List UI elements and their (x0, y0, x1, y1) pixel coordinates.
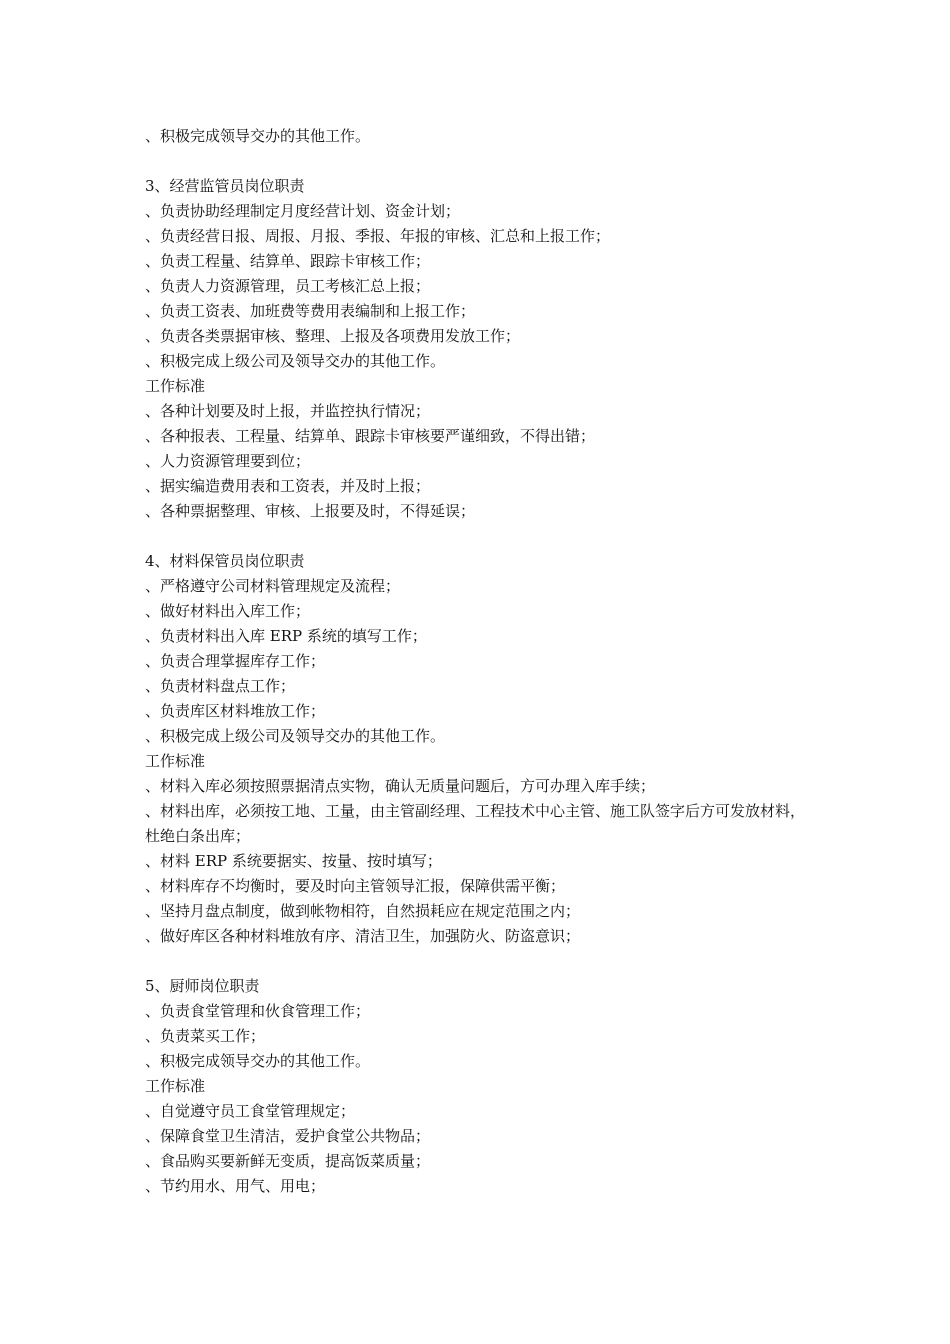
section-4-heading: 4、材料保管员岗位职责 (145, 552, 305, 570)
s5-duty: 、积极完成领导交办的其他工作。 (145, 1052, 371, 1070)
s3-standard: 、各种报表、工程量、结算单、跟踪卡审核要严谨细致，不得出错； (145, 427, 596, 445)
document-body (145, 124, 815, 1199)
s5-standard: 、食品购买要新鲜无变质，提高饭菜质量； (145, 1152, 431, 1170)
s3-duty: 、负责经营日报、周报、月报、季报、年报的审核、汇总和上报工作； (145, 227, 611, 245)
section-spacer (145, 524, 815, 549)
s3-standard-label: 工作标准 (145, 377, 206, 395)
s5-standard: 、保障食堂卫生清洁，爱护食堂公共物品； (145, 1127, 431, 1145)
s4-standard: 、材料出库，必须按工地、工量，由主管副经理、工程技术中心主管、施工队签字后方可发放材料，杜绝白条出库； (145, 802, 806, 845)
s4-duty: 、负责库区材料堆放工作； (145, 702, 326, 720)
s5-standard-label: 工作标准 (145, 1077, 206, 1095)
s4-duty: 、积极完成上级公司及领导交办的其他工作。 (145, 727, 446, 745)
s3-duty: 、负责人力资源管理，员工考核汇总上报； (145, 277, 431, 295)
s3-duty: 、积极完成上级公司及领导交办的其他工作。 (145, 352, 446, 370)
s4-duty: 、负责材料盘点工作； (145, 677, 296, 695)
section-5-heading: 5、厨师岗位职责 (145, 977, 260, 995)
s4-standard: 、材料入库必须按照票据清点实物，确认无质量问题后，方可办理入库手续； (145, 777, 656, 795)
s3-duty: 、负责工程量、结算单、跟踪卡审核工作； (145, 252, 431, 270)
s4-duty: 、严格遵守公司材料管理规定及流程； (145, 577, 401, 595)
s3-duty: 、负责各类票据审核、整理、上报及各项费用发放工作； (145, 327, 521, 345)
s3-standard: 、各种票据整理、审核、上报要及时，不得延误； (145, 502, 476, 520)
section-spacer (145, 149, 815, 174)
s5-duty: 、负责食堂管理和伙食管理工作； (145, 1002, 371, 1020)
s5-standard: 、自觉遵守员工食堂管理规定； (145, 1102, 356, 1120)
s3-duty: 、负责工资表、加班费等费用表编制和上报工作； (145, 302, 476, 320)
s5-duty: 、负责菜买工作； (145, 1027, 266, 1045)
s3-standard: 、各种计划要及时上报，并监控执行情况； (145, 402, 431, 420)
s4-standard-label: 工作标准 (145, 752, 206, 770)
s5-standard: 、节约用水、用气、用电； (145, 1177, 326, 1195)
s3-duty: 、负责协助经理制定月度经营计划、资金计划； (145, 202, 461, 220)
section-spacer (145, 949, 815, 974)
s4-duty: 、负责合理掌握库存工作； (145, 652, 326, 670)
s3-standard: 、人力资源管理要到位； (145, 452, 311, 470)
s4-duty: 、负责材料出入库 ERP 系统的填写工作； (145, 627, 427, 645)
s4-standard: 、材料 ERP 系统要据实、按量、按时填写； (145, 852, 442, 870)
s4-standard: 、做好库区各种材料堆放有序、清洁卫生，加强防火、防盗意识； (145, 927, 581, 945)
intro-line: 、积极完成领导交办的其他工作。 (145, 127, 371, 145)
s4-duty: 、做好材料出入库工作； (145, 602, 311, 620)
s4-standard: 、坚持月盘点制度，做到帐物相符，自然损耗应在规定范围之内； (145, 902, 581, 920)
s4-standard: 、材料库存不均衡时，要及时向主管领导汇报，保障供需平衡； (145, 877, 566, 895)
s3-standard: 、据实编造费用表和工资表，并及时上报； (145, 477, 431, 495)
section-3-heading: 3、经营监管员岗位职责 (145, 177, 305, 195)
